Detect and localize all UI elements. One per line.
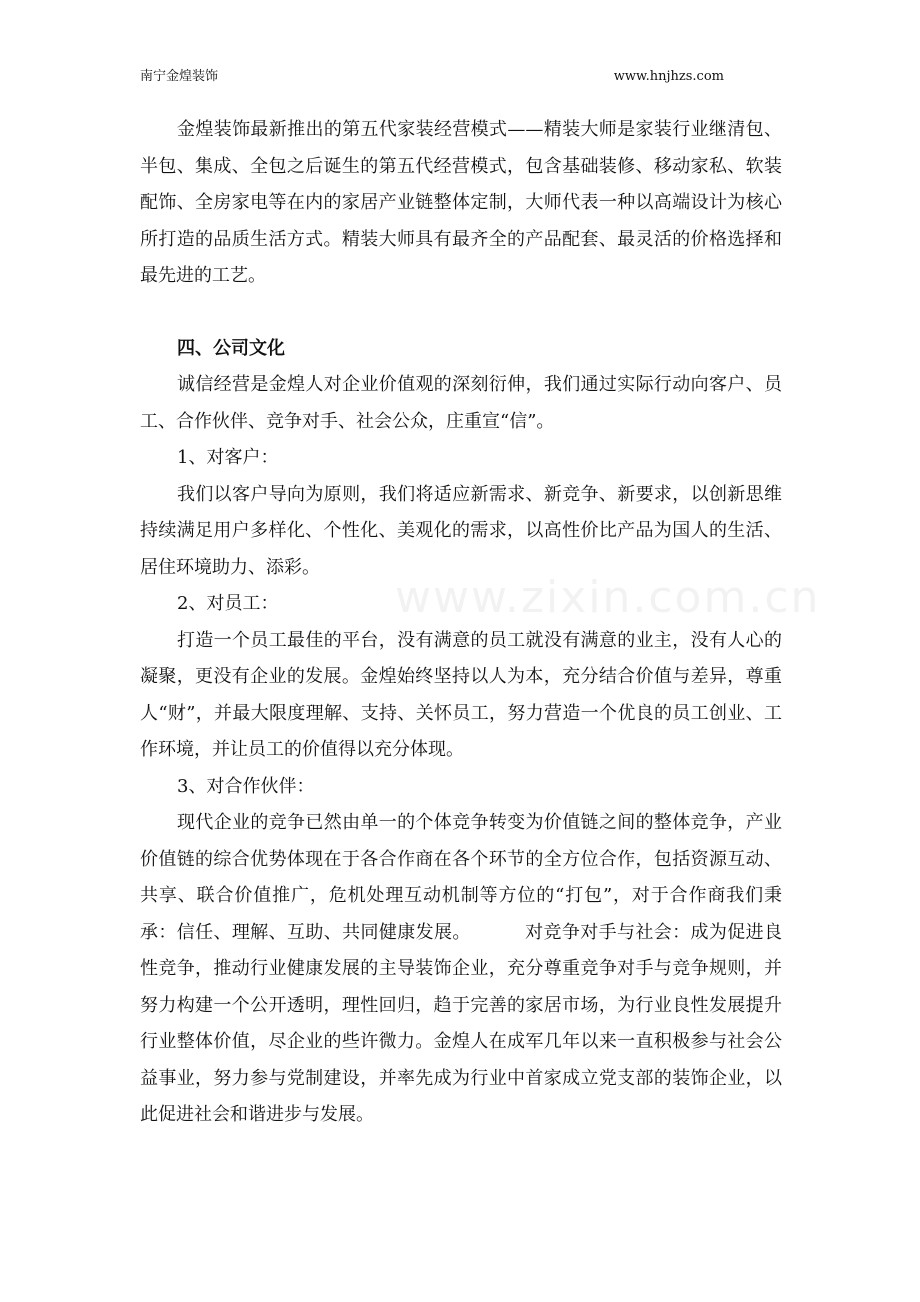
- section-title-company-culture: 四、公司文化: [177, 337, 285, 359]
- partners-subtitle: 3、对合作伙伴：: [177, 775, 315, 797]
- page-header: [140, 66, 724, 88]
- company-name: 南宁金煌装饰: [140, 69, 219, 84]
- intro-paragraph: 金煌装饰最新推出的第五代家装经营模式——精装大师是家装行业继清包、半包、集成、全包之后诞生的第五代经营模式，包含基础装修、移动家私、软装配饰、全房家电等在内的家居产业链整体定制，大师代表一种以高端设计为核心所打造的品质生活方式。精装大师具有最齐全的产品配套、最灵活的价格选择和最先进的工艺。: [140, 119, 782, 286]
- employees-paragraph: 打造一个员工最佳的平台，没有满意的员工就没有满意的业主，没有人心的凝聚，更没有企业的发展。金煌始终坚持以人为本，充分结合价值与差异，尊重人“财”，并最大限度理解、支持、关怀员工，努力营造一个优良的员工创业、工作环境，并让员工的价值得以充分体现。: [140, 629, 782, 760]
- website-url: www.hnjhzs.com: [613, 69, 724, 84]
- customers-paragraph: 我们以客户导向为原则，我们将适应新需求、新竞争、新要求，以创新思维持续满足用户多样化、个性化、美观化的需求，以高性价比产品为国人的生活、居住环境助力、添彩。: [140, 483, 782, 578]
- partners-paragraph: [140, 805, 782, 1134]
- customers-subtitle: 1、对客户：: [177, 447, 279, 468]
- watermark: www.zixin.com.cn: [395, 572, 821, 623]
- partners-text: 现代企业的竞争已然由单一的个体竞争转变为价值链之间的整体竞争，产业价值链的综合优势体现在于各合作商在各个环节的全方位合作，包括资源互动、共享、联合价值推广，危机处理互动机制等方位的“打包”，对于合作商我们秉承：信任、理解、互助、共同健康发展。: [140, 812, 782, 943]
- section-gap: [140, 295, 782, 331]
- competitors-text: 对竞争对手与社会：成为促进良性竞争，推动行业健康发展的主导装饰企业，充分尊重竞争对手与竞争规则，并努力构建一个公开透明，理性回归，趋于完善的家居市场，为行业良性发展提升行业整体价值，尽企业的些许微力。金煌人在成军几年以来一直积极参与社会公益事业，努力参与党制建设，并率先成为行业中首家成立党支部的装饰企业，以此促进社会和谐进步与发展。: [140, 921, 782, 1125]
- document-body: [140, 112, 782, 1134]
- employees-subtitle: 2、对员工：: [177, 593, 279, 614]
- culture-intro-paragraph: 诚信经营是金煌人对企业价值观的深刻衍伸，我们通过实际行动向客户、员工、合作伙伴、竞争对手、社会公众，庄重宣“信”。: [140, 374, 782, 432]
